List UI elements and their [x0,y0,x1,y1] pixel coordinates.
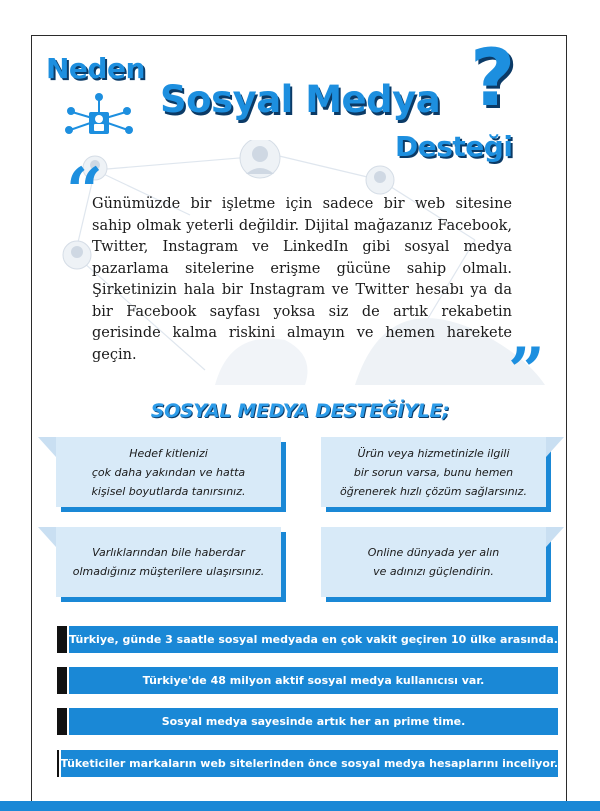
close-quote-icon: ” [508,334,545,409]
person-avatar-icon [240,140,280,178]
section-heading: SOSYAL MEDYA DESTEĞİYLE; [150,400,450,422]
fact-banner-text: Türkiye, günde 3 saatle sosyal medyada en çok vakit geçiren 10 ülke arasında. [69,626,558,653]
title-destegi: Desteği [395,130,513,163]
benefit-card [56,437,281,507]
benefit-card [56,527,281,597]
fact-banner [57,708,558,735]
bottom-band [0,801,600,811]
benefit-card-text: Varlıklarından bile haberdar olmadığınız müşterilere ulaşırsınız. [72,546,265,578]
card-fold-decoration [546,437,564,457]
open-quote-icon: “ [66,154,103,229]
fact-banner [57,626,558,653]
benefit-card-text: Hedef kitlenizi çok daha yakından ve hatta kişisel boyutlarda tanırsınız. [91,446,246,498]
intro-paragraph: Günümüzde bir işletme için sadece bir web sitesine sahip olmak yeterli değildir. Dijital mağazanız Facebook, Twitter, Instagram ve LinkedIn gibi sosyal medya pazarlama sitelerine erişme gücüne sahip olmalı. Şirketinizin hala bir Instagram ve Twitter hesabı ya da bir Facebook sayfası yoksa siz de artık rekabetin gerisinde kalma riskini almayın ve hemen harekete geçin. [92,196,512,363]
title-sosyal-medya: Sosyal Medya [160,78,441,121]
fact-banner [57,667,558,694]
fact-banner-marker [57,708,67,735]
person-avatar-icon [366,166,394,194]
card-fold-decoration [38,527,56,547]
fact-banner-text: Türkiye'de 48 milyon aktif sosyal medya kullanıcısı var. [69,667,558,694]
fact-banner-marker [57,750,59,777]
benefit-card-text: Online dünyada yer alın ve adınızı güçlendirin. [367,546,500,578]
person-avatar-icon [63,241,91,269]
fact-banner-text: Sosyal medya sayesinde artık her an prime time. [69,708,558,735]
fact-banner-marker [57,626,67,653]
title-neden: Neden [46,52,145,85]
benefit-card [321,437,546,507]
fact-banner-marker [57,667,67,694]
card-fold-decoration [546,527,564,547]
benefit-card-text: Ürün veya hizmetinizle ilgili bir sorun varsa, bunu hemen öğrenerek hızlı çözüm sağlarsınız. [340,446,527,498]
card-fold-decoration [38,437,56,457]
fact-banner [57,750,558,777]
network-people-icon [62,90,136,146]
fact-banner-text: Tüketiciler markaların web sitelerinden önce sosyal medya hesaplarını inceliyor. [61,750,558,777]
question-mark-icon: ? [470,34,516,124]
benefit-card [321,527,546,597]
